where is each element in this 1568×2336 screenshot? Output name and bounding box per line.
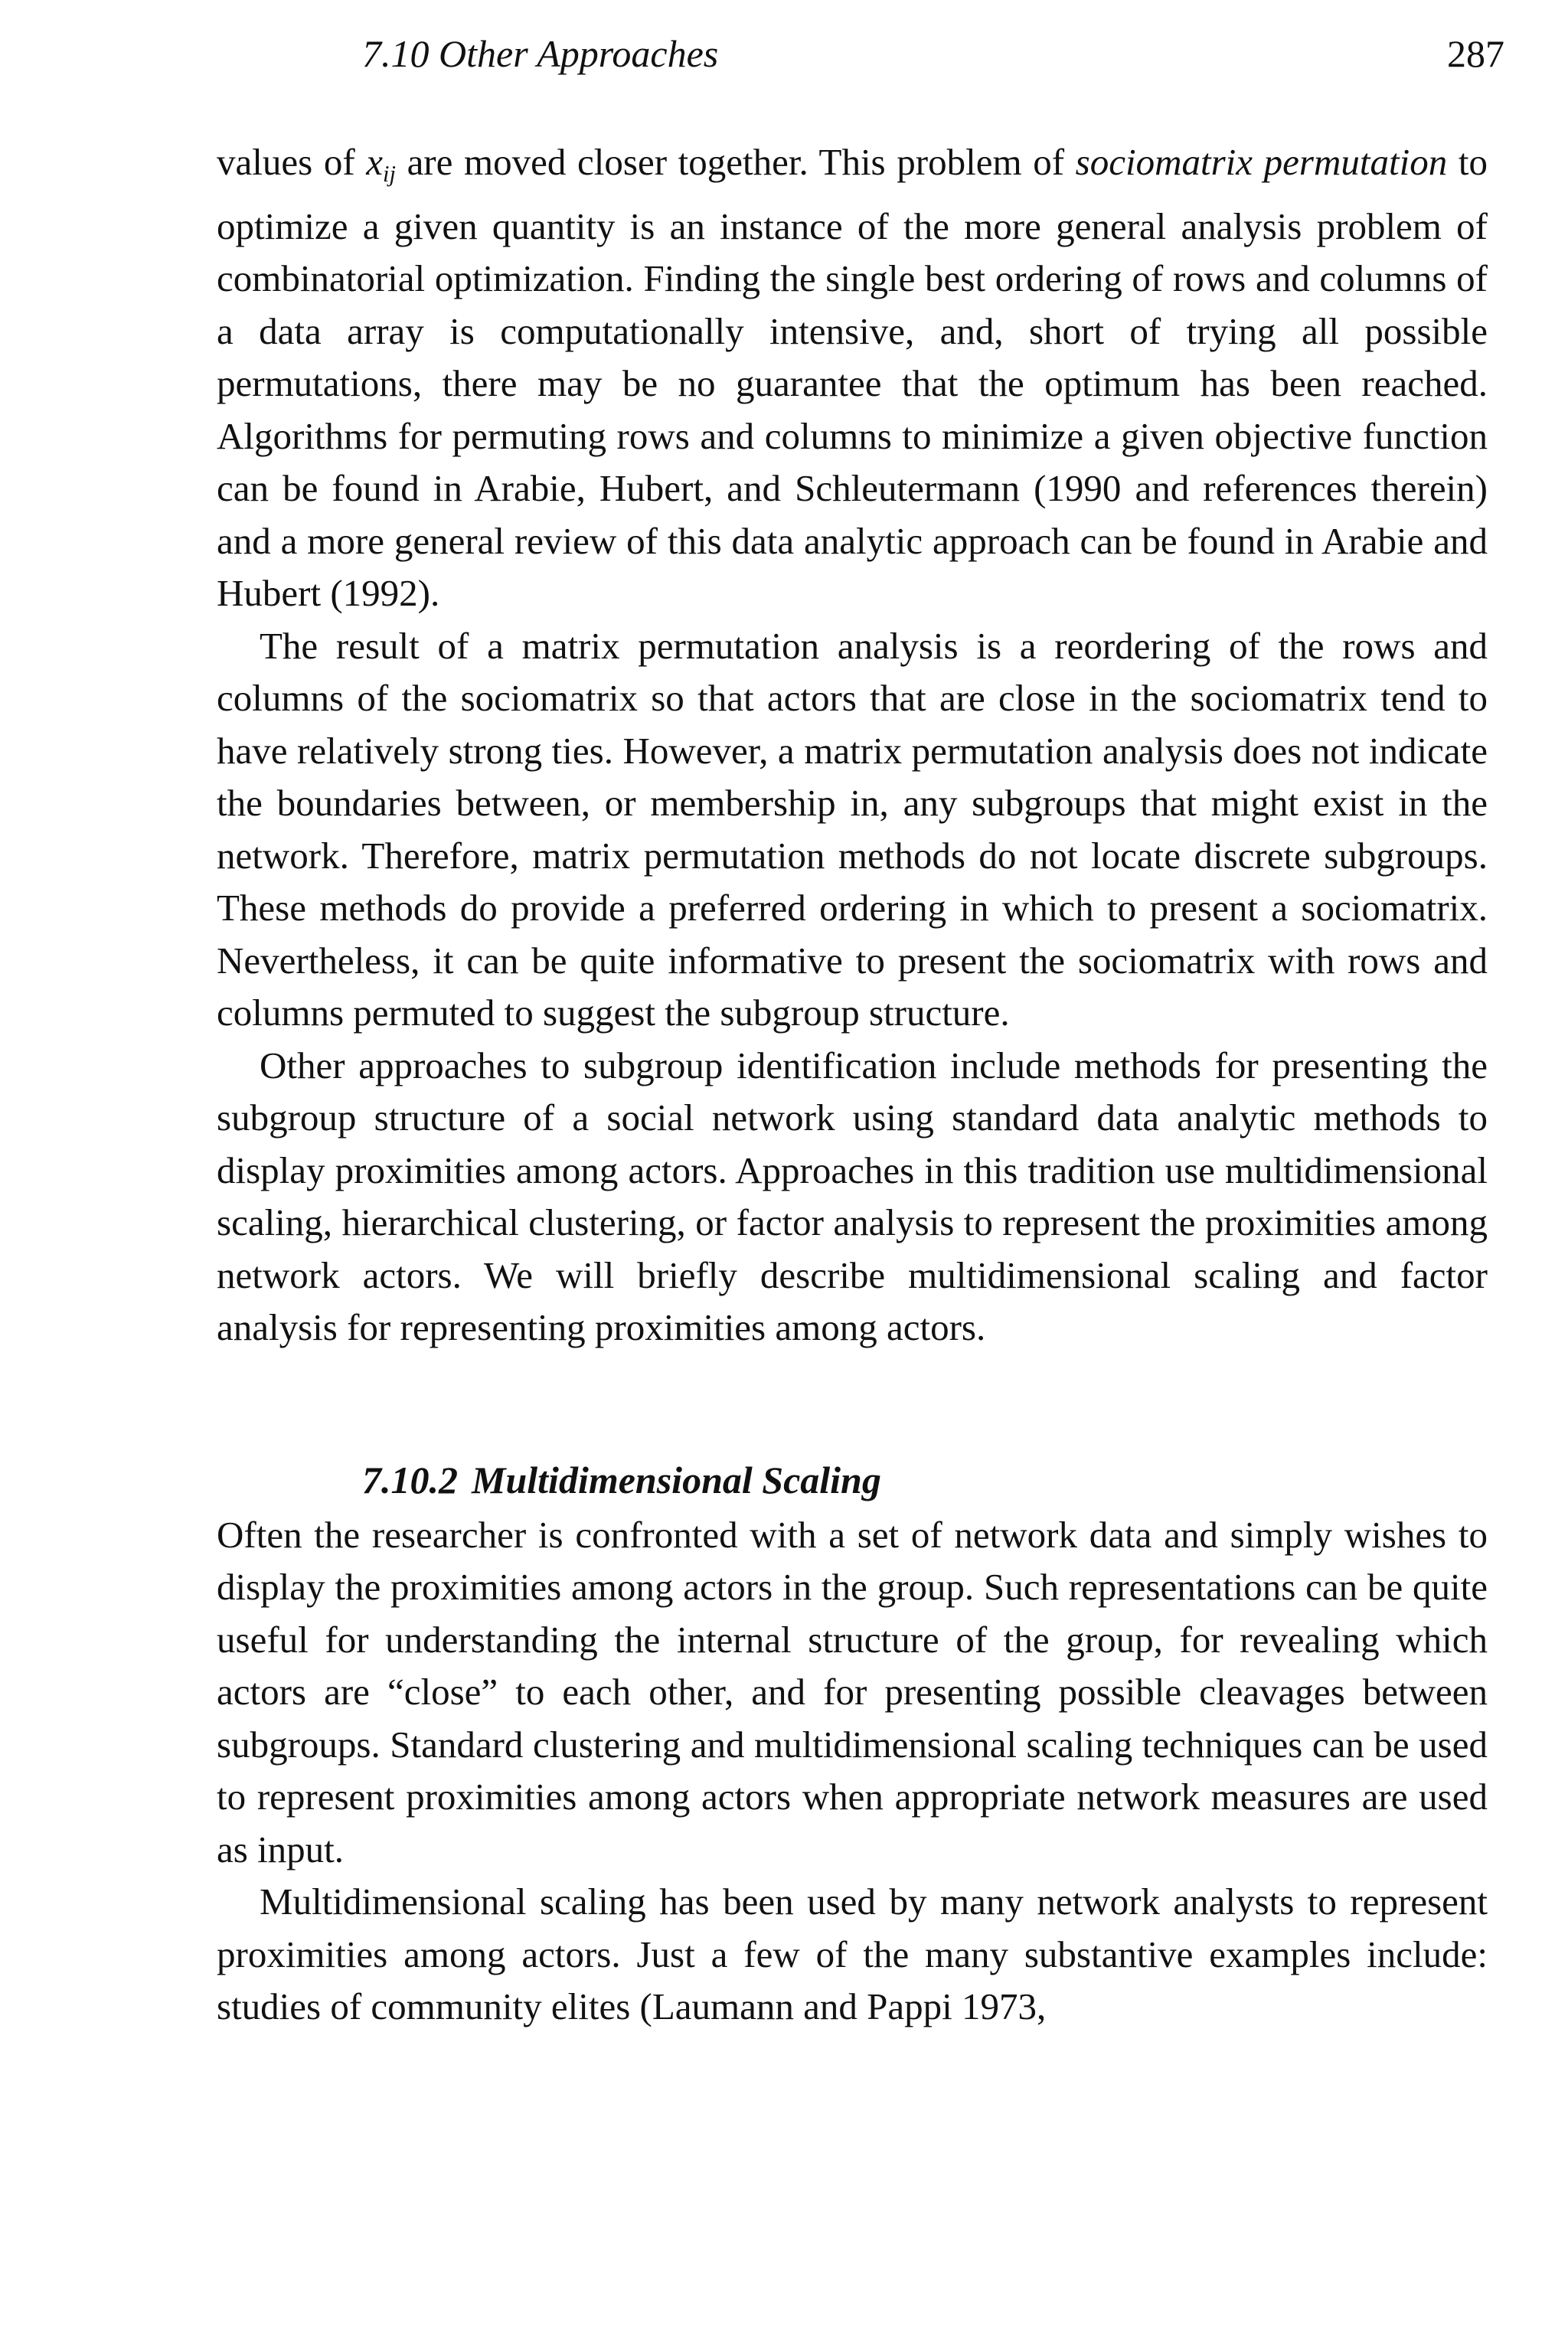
paragraph-continued [217,136,1488,620]
body-text [217,136,1488,2034]
subsection-body [217,1509,1488,2034]
math-variable-x: x [366,141,384,183]
book-page [217,28,1504,2034]
subsection-heading [217,1454,1488,1506]
paragraph: Multidimensional scaling has been used by many network analysts to represent proximities among actors. Just a few of the many substantive examples include: studies of community elites (Laumann and Pappi 1973, [217,1880,1488,2028]
paragraph-text: values of [217,141,367,183]
page-number: 287 [1447,32,1504,75]
subsection-title: Multidimensional Scaling [472,1458,881,1501]
paragraph: Often the researcher is confronted with a set of network data and simply wishes to display the proximities among actors in the group. Such representations can be quite useful for understanding the internal structure of the group, for revealing which actors are “close” to each other, and for presenting possible cleavages between subgroups. Standard clustering and multidimensional scaling techniques can be used to represent proximities among actors when appropriate network measures are used as input. [217,1513,1488,1870]
math-subscript-ij: ij [383,161,396,188]
running-head [217,28,1504,80]
running-head-section: 7.10 Other Approaches [362,32,719,75]
paragraph: Other approaches to subgroup identification include methods for presenting the subgroup structure of a social network using standard data analytic methods to display proximities among actors. Approaches in this tradition use multidimensional scaling, hierarchical clustering, or factor analysis to represent the proximities among network actors. We will briefly describe multidimensional scaling and factor analysis for representing proximities among actors. [217,1044,1488,1349]
paragraph-text: are moved closer together. This problem of [395,141,1076,183]
paragraph: The result of a matrix permutation analysis is a reordering of the rows and columns of the sociomatrix so that actors that are close in the sociomatrix tend to have relatively strong ties. However, a matrix permutation analysis does not indicate the boundaries between, or membership in, any subgroups that might exist in the network. Therefore, matrix permutation methods do not locate discrete subgroups. These methods do provide a preferred ordering in which to present a sociomatrix. Nevertheless, it can be quite informative to present the sociomatrix with rows and columns permuted to suggest the subgroup structure. [217,624,1488,1034]
subsection-number: 7.10.2 [362,1458,458,1501]
paragraph-text: to optimize a given quantity is an instance of the more general analysis problem of combinatorial optimization. Finding the single best ordering of rows and columns of a data array is computationally intensive, and, short of trying all possible permutations, there may be no guarantee that the optimum has been reached. Algorithms for permuting rows and columns to minimize a given objective function can be found in Arabie, Hubert, and Schleutermann (1990 and references therein) and a more general review of this data analytic approach can be found in Arabie and Hubert (1992). [217,141,1488,615]
emphasized-term: sociomatrix permutation [1075,141,1448,183]
